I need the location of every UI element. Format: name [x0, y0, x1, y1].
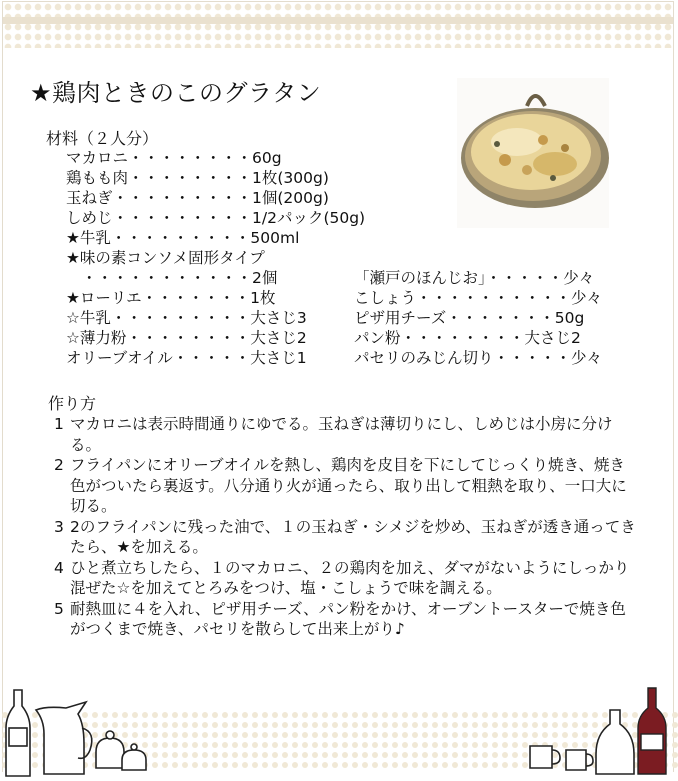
step-number: 2: [54, 456, 64, 474]
ingredient-line: マカロニ・・・・・・・・60g: [66, 149, 282, 167]
ingredients-heading: 材料（２人分）: [46, 129, 159, 148]
top-band: [3, 17, 673, 24]
step-item: [54, 599, 639, 640]
ingredient-line: ピザ用チーズ・・・・・・・50g: [354, 309, 585, 327]
ingredient-line: ★味の素コンソメ固形タイプ: [66, 249, 265, 267]
ingredient-line: パン粉・・・・・・・・大さじ2: [354, 329, 581, 347]
gratin-photo: [457, 78, 609, 228]
ingredient-line: 鶏もも肉・・・・・・・・1枚(300g): [66, 169, 329, 187]
top-dot-border: [3, 2, 673, 48]
step-text: 2のフライパンに残った油で、１の玉ねぎ・シメジを炒め、玉ねぎが透き通ってきたら、★を加える。: [70, 517, 636, 556]
ingredient-line: こしょう・・・・・・・・・・少々: [354, 289, 603, 307]
step-text: マカロニは表示時間通りにゆでる。玉ねぎは薄切りにし、しめじは小房に分ける。: [70, 415, 613, 454]
step-number: 3: [54, 517, 64, 536]
ingredient-line: ・・・・・・・・・・・2個: [66, 269, 278, 287]
ingredient-line: 「瀬戸のほんじお」・・・・・少々: [354, 269, 595, 287]
steps-list: [54, 414, 639, 640]
kitchenware-footer-illustration: [0, 680, 678, 781]
ingredient-line: ★ローリエ・・・・・・・1枚: [66, 289, 276, 307]
ingredient-line: しめじ・・・・・・・・・1/2パック(50g): [66, 209, 366, 227]
ingredient-line: ☆牛乳・・・・・・・・・大さじ3: [66, 309, 307, 327]
ingredient-line: 玉ねぎ・・・・・・・・・1個(200g): [66, 189, 329, 207]
steps-heading: 作り方: [48, 394, 97, 413]
step-item: [54, 414, 639, 455]
step-text: フライパンにオリーブオイルを熱し、鶏肉を皮目を下にしてじっくり焼き、焼き色がついたら裏返す。八分通り火が通ったら、取り出して粗熱を取り、一口大に切る。: [70, 456, 627, 515]
step-item: [54, 455, 639, 517]
recipe-title: ★鶏肉ときのこのグラタン: [30, 79, 322, 107]
step-number: 5: [54, 599, 64, 618]
ingredient-line: ☆薄力粉・・・・・・・・大さじ2: [66, 329, 307, 347]
step-number: 4: [54, 558, 64, 577]
step-item: [54, 558, 639, 599]
ingredient-line: ★牛乳・・・・・・・・・500ml: [66, 229, 300, 247]
wine-bottle-icon: [638, 688, 666, 774]
step-text: ひと煮立ちしたら、１のマカロニ、２の鶏肉を加え、ダマがないようにしっかり混ぜた☆を加えてとろみをつけ、塩・こしょうで味を調える。: [70, 558, 630, 597]
ingredient-line: オリーブオイル・・・・・大さじ1: [66, 349, 307, 367]
ingredient-line: パセリのみじん切り・・・・・少々: [354, 349, 603, 367]
step-number: 1: [54, 415, 64, 433]
step-text: 耐熱皿に４を入れ、ピザ用チーズ、パン粉をかけ、オーブントースターで焼き色がつくまで焼き、パセリを散らして出来上がり♪: [70, 599, 626, 638]
step-item: [54, 517, 639, 558]
bottle-icon: [6, 690, 30, 776]
